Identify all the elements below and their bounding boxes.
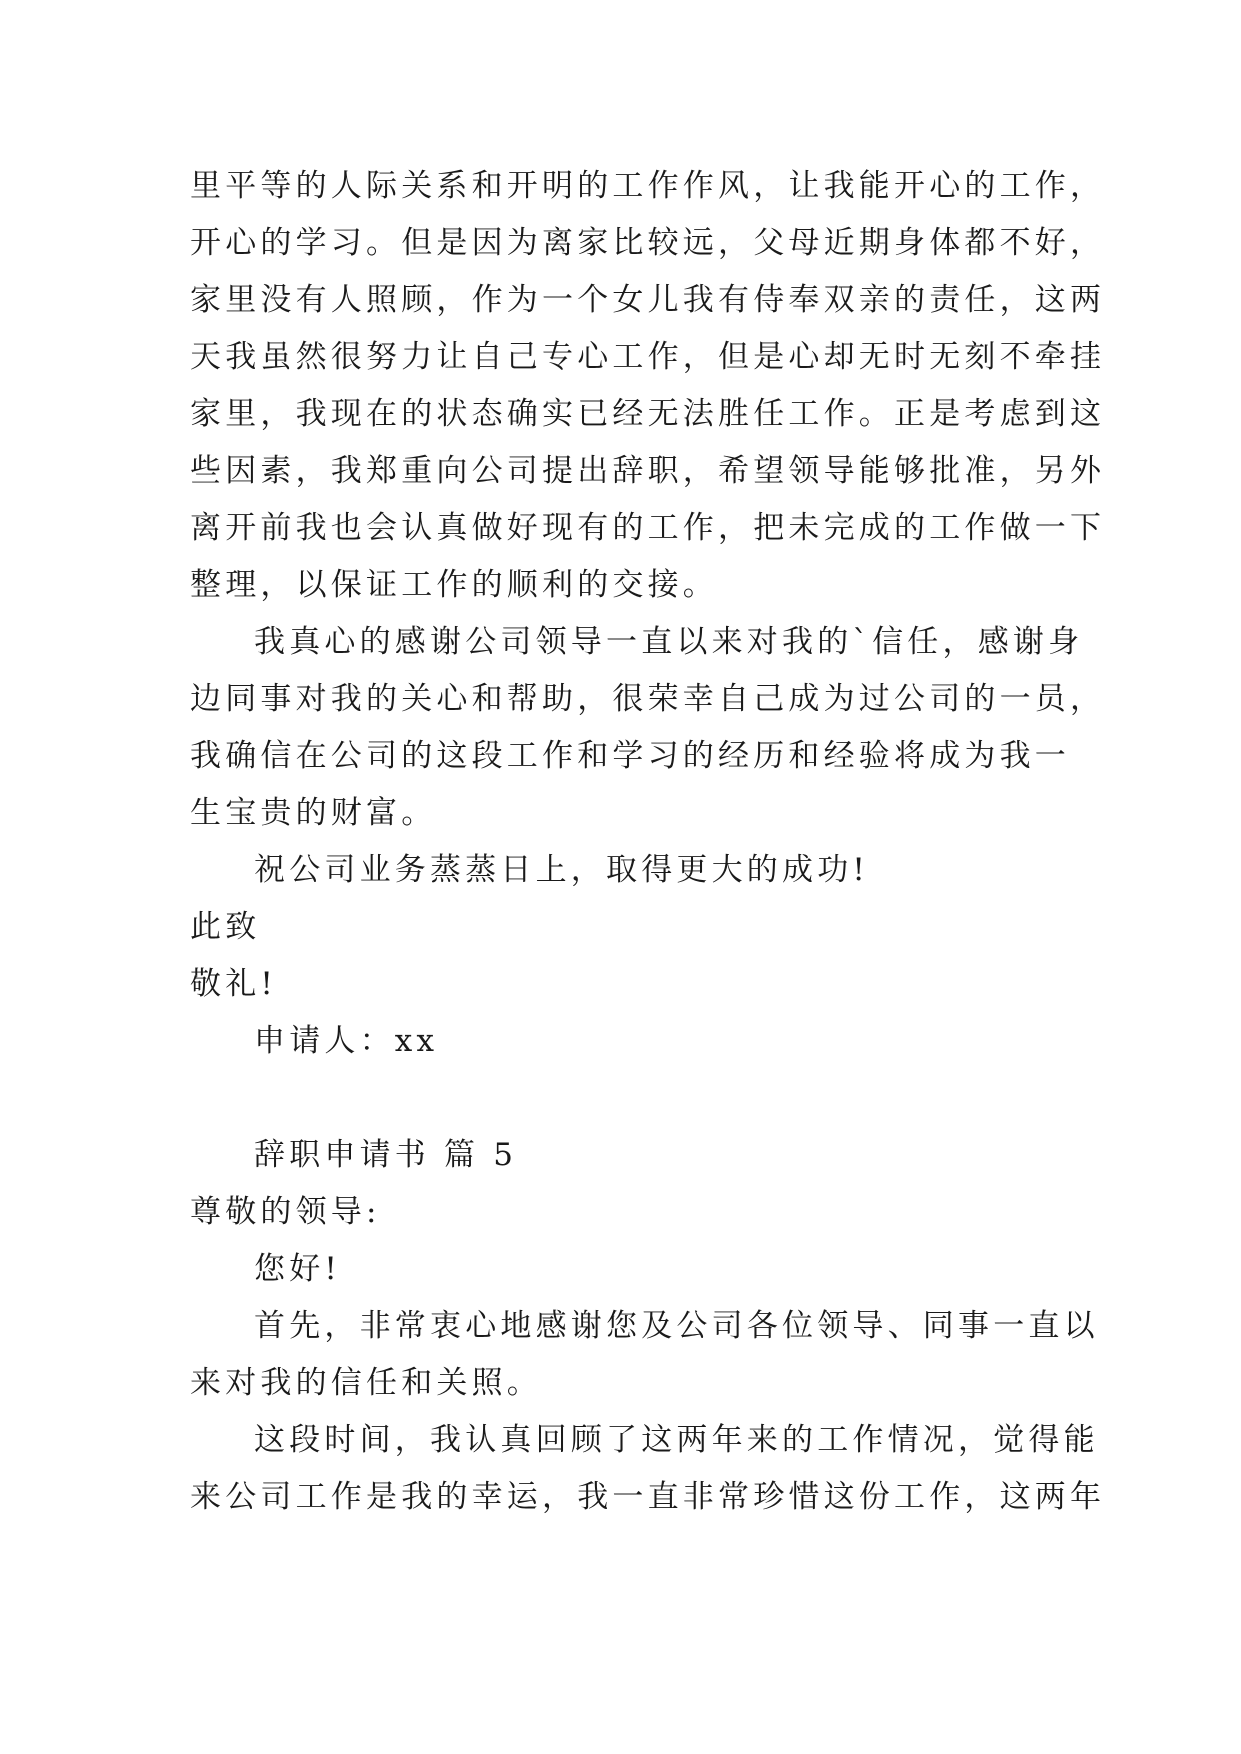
- text-line: 家里没有人照顾，作为一个女儿我有侍奉双亲的责任，这两: [190, 282, 1106, 318]
- text-line: 来对我的信任和关照。: [190, 1365, 542, 1401]
- text-line: 这段时间，我认真回顾了这两年来的工作情况，觉得能: [254, 1422, 1099, 1458]
- text-line: 首先，非常衷心地感谢您及公司各位领导、同事一直以: [254, 1308, 1099, 1344]
- text-line: 家里，我现在的状态确实已经无法胜任工作。正是考虑到这: [190, 396, 1106, 432]
- text-line: 敬礼!: [190, 966, 278, 1002]
- text-line: 天我虽然很努力让自己专心工作，但是心却无时无刻不牵挂: [190, 339, 1106, 375]
- text-line: 些因素，我郑重向公司提出辞职，希望领导能够批准，另外: [190, 453, 1106, 489]
- signature-line: 申请人：xx: [254, 1023, 439, 1059]
- section-heading: 辞职申请书 篇 5: [254, 1137, 518, 1173]
- text-line: 来公司工作是我的幸运，我一直非常珍惜这份工作，这两年: [190, 1479, 1106, 1515]
- salutation: 尊敬的领导:: [190, 1194, 381, 1230]
- text-line: 里平等的人际关系和开明的工作作风，让我能开心的工作，: [190, 168, 1106, 204]
- text-line: 我确信在公司的这段工作和学习的经历和经验将成为我一: [190, 738, 1070, 774]
- text-line: 我真心的感谢公司领导一直以来对我的`信任，感谢身: [254, 624, 1084, 660]
- text-line: 开心的学习。但是因为离家比较远，父母近期身体都不好，: [190, 225, 1106, 261]
- text-line: 生宝贵的财富。: [190, 795, 437, 831]
- text-line: 整理，以保证工作的顺利的交接。: [190, 567, 718, 603]
- text-line: 离开前我也会认真做好现有的工作，把未完成的工作做一下: [190, 510, 1106, 546]
- text-line: 边同事对我的关心和帮助，很荣幸自己成为过公司的一员，: [190, 681, 1106, 717]
- text-line: 祝公司业务蒸蒸日上，取得更大的成功!: [254, 852, 870, 888]
- greeting: 您好!: [254, 1251, 342, 1287]
- text-line: 此致: [190, 909, 261, 945]
